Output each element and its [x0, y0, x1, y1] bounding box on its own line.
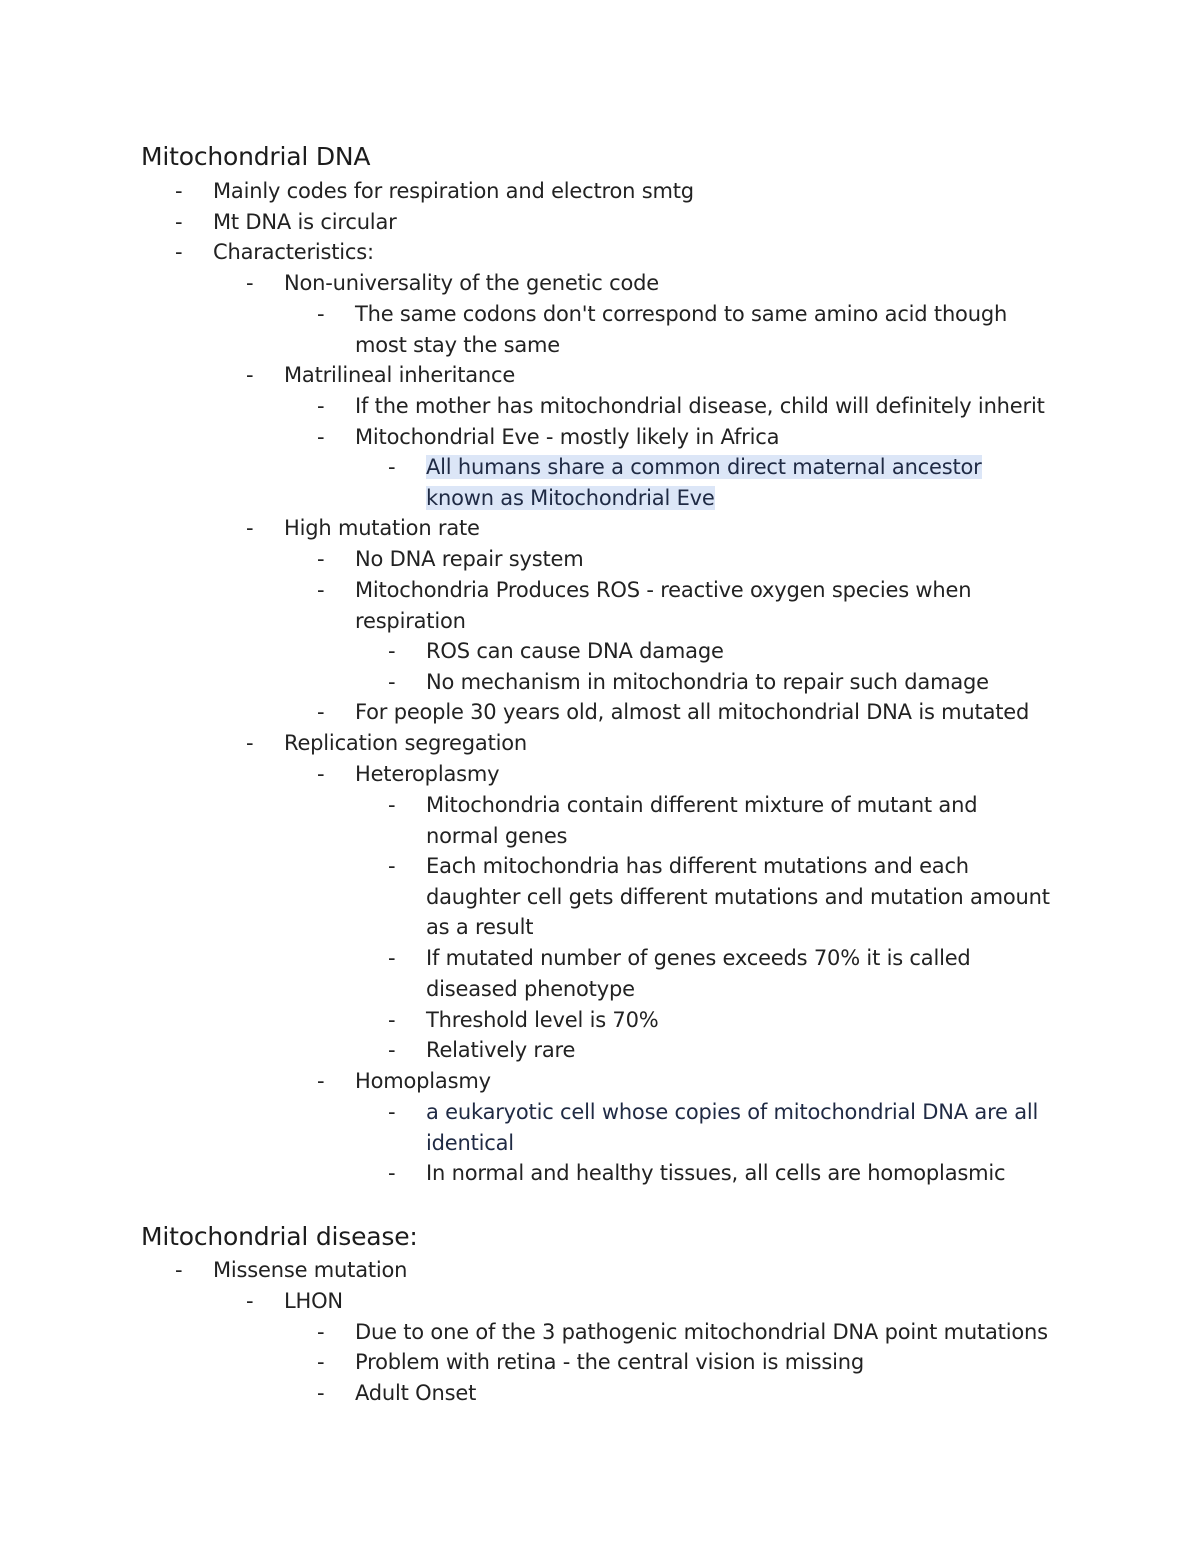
- list-item-text: Relatively rare: [426, 1038, 576, 1062]
- list-item-text: Threshold level is 70%: [426, 1008, 659, 1032]
- list-item: [317, 299, 1007, 360]
- list-item: [175, 207, 397, 238]
- bullet-dash: -: [246, 516, 254, 540]
- list-item-text: The same codons don't correspond to same amino acid though most stay the same: [355, 302, 1008, 357]
- bullet-dash: -: [246, 363, 254, 387]
- list-item-text: [426, 452, 982, 513]
- list-item-text: Characteristics:: [213, 240, 374, 264]
- list-item: [388, 1097, 1038, 1158]
- bullet-dash: -: [317, 762, 325, 786]
- list-item-text: a eukaryotic cell whose copies of mitochondrial DNA are all identical: [426, 1100, 1039, 1155]
- list-item-text: LHON: [284, 1289, 343, 1313]
- list-item: [246, 360, 515, 391]
- bullet-dash: -: [317, 578, 325, 602]
- list-item: [175, 1255, 407, 1286]
- list-item-text: No mechanism in mitochondria to repair such damage: [426, 670, 989, 694]
- bullet-dash: -: [388, 854, 396, 878]
- section-heading: Mitochondrial DNA: [141, 142, 371, 171]
- bullet-dash: -: [175, 210, 183, 234]
- list-item-text: Homoplasmy: [355, 1069, 491, 1093]
- bullet-dash: -: [246, 731, 254, 755]
- list-item: [246, 1286, 343, 1317]
- bullet-dash: -: [175, 240, 183, 264]
- bullet-dash: -: [317, 1381, 325, 1405]
- list-item-text: Matrilineal inheritance: [284, 363, 516, 387]
- list-item-text: Due to one of the 3 pathogenic mitochondrial DNA point mutations: [355, 1320, 1048, 1344]
- bullet-dash: -: [388, 1100, 396, 1124]
- list-item-text: If the mother has mitochondrial disease, child will definitely inherit: [355, 394, 1045, 418]
- list-item: [175, 237, 374, 268]
- bullet-dash: -: [175, 179, 183, 203]
- list-item: [388, 1035, 575, 1066]
- list-item-text: ROS can cause DNA damage: [426, 639, 724, 663]
- list-item-text: Problem with retina - the central vision is missing: [355, 1350, 864, 1374]
- list-item: [317, 697, 1029, 728]
- bullet-dash: -: [388, 793, 396, 817]
- bullet-dash: -: [317, 1350, 325, 1374]
- bullet-dash: -: [317, 425, 325, 449]
- list-item-text: No DNA repair system: [355, 547, 584, 571]
- bullet-dash: -: [388, 1038, 396, 1062]
- list-item: [388, 851, 1050, 943]
- list-item-text: If mutated number of genes exceeds 70% it is called diseased phenotype: [426, 946, 971, 1001]
- bullet-dash: -: [246, 271, 254, 295]
- bullet-dash: -: [246, 1289, 254, 1313]
- bullet-dash: -: [175, 1258, 183, 1282]
- list-item: [388, 667, 989, 698]
- list-item: [317, 391, 1045, 422]
- bullet-dash: -: [388, 946, 396, 970]
- list-item-text: Missense mutation: [213, 1258, 408, 1282]
- list-item: [317, 1066, 491, 1097]
- list-item-text: Mitochondrial Eve - mostly likely in Africa: [355, 425, 780, 449]
- list-item-text: Heteroplasmy: [355, 762, 500, 786]
- list-item: [246, 268, 659, 299]
- list-item-text: High mutation rate: [284, 516, 480, 540]
- list-item-text: Mitochondria Produces ROS - reactive oxygen species when respiration: [355, 578, 972, 633]
- highlighted-text: known as Mitochondrial Eve: [426, 485, 715, 510]
- bullet-dash: -: [388, 639, 396, 663]
- bullet-dash: -: [388, 1008, 396, 1032]
- list-item-text: Adult Onset: [355, 1381, 477, 1405]
- list-item: [317, 575, 971, 636]
- bullet-dash: -: [388, 670, 396, 694]
- list-item: [317, 1317, 1048, 1348]
- list-item: [175, 176, 694, 207]
- list-item-text: For people 30 years old, almost all mitochondrial DNA is mutated: [355, 700, 1030, 724]
- list-item-text: Mitochondria contain different mixture of mutant and normal genes: [426, 793, 978, 848]
- list-item-highlighted: [388, 452, 982, 513]
- list-item-text: Mt DNA is circular: [213, 210, 397, 234]
- bullet-dash: -: [317, 547, 325, 571]
- list-item: [246, 513, 480, 544]
- list-item-text: Non-universality of the genetic code: [284, 271, 659, 295]
- list-item: [317, 1378, 476, 1409]
- list-item: [388, 636, 724, 667]
- list-item: [388, 1158, 1005, 1189]
- list-item: [317, 759, 499, 790]
- list-item: [317, 422, 779, 453]
- bullet-dash: -: [317, 1320, 325, 1344]
- list-item-text: Replication segregation: [284, 731, 527, 755]
- list-item: [388, 790, 977, 851]
- bullet-dash: -: [317, 302, 325, 326]
- list-item: [388, 943, 971, 1004]
- bullet-dash: -: [388, 1161, 396, 1185]
- list-item: [317, 1347, 864, 1378]
- list-item: [317, 544, 584, 575]
- bullet-dash: -: [317, 700, 325, 724]
- list-item-text: Mainly codes for respiration and electron smtg: [213, 179, 694, 203]
- list-item-text: Each mitochondria has different mutations and each daughter cell gets different mutations and mutation amount as a result: [426, 854, 1050, 940]
- list-item-text: In normal and healthy tissues, all cells are homoplasmic: [426, 1161, 1006, 1185]
- list-item: [388, 1005, 659, 1036]
- section-heading: Mitochondrial disease:: [141, 1222, 418, 1251]
- bullet-dash: -: [317, 1069, 325, 1093]
- list-item: [246, 728, 527, 759]
- highlighted-text: All humans share a common direct maternal ancestor: [426, 455, 982, 479]
- bullet-dash: -: [388, 455, 396, 479]
- bullet-dash: -: [317, 394, 325, 418]
